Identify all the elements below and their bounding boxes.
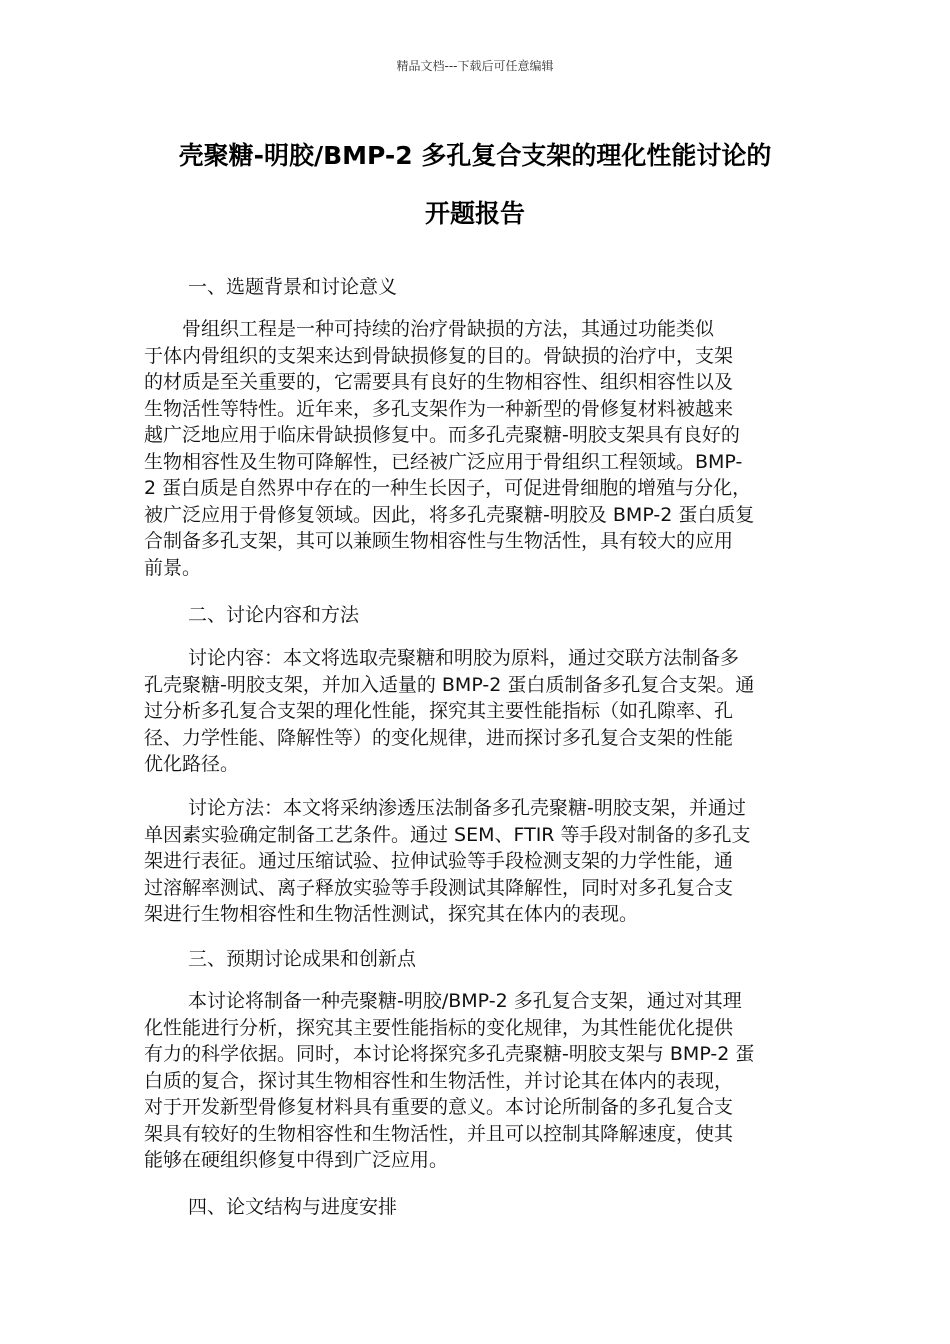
document-title-line-1: 壳聚糖-明胶/BMP-2 多孔复合支架的理化性能讨论的 bbox=[178, 141, 772, 170]
paragraph-line: 被广泛应用于骨修复领域。因此，将多孔壳聚糖-明胶及 BMP-2 蛋白质复 bbox=[144, 503, 755, 526]
paragraph-line: 单因素实验确定制备工艺条件。通过 SEM、FTIR 等手段对制备的多孔支 bbox=[144, 823, 751, 846]
paragraph-research-methods bbox=[144, 795, 812, 928]
paragraph-line: 2 蛋白质是自然界中存在的一种生长因子，可促进骨细胞的增殖与分化， bbox=[144, 477, 752, 499]
paragraph-line: 孔壳聚糖-明胶支架，并加入适量的 BMP-2 蛋白质制备多孔复合支架。通 bbox=[144, 673, 755, 696]
section-heading-structure-schedule: 四、论文结构与进度安排 bbox=[188, 1196, 398, 1218]
paragraph-line: 本讨论将制备一种壳聚糖-明胶/BMP-2 多孔复合支架，通过对其理 bbox=[188, 990, 742, 1012]
header-watermark: 精品文档---下载后可任意编辑 bbox=[396, 59, 554, 73]
paragraph-line: 越广泛地应用于临床骨缺损修复中。而多孔壳聚糖-明胶支架具有良好的 bbox=[144, 424, 740, 446]
paragraph-line: 优化路径。 bbox=[144, 753, 240, 775]
paragraph-line: 骨组织工程是一种可持续的治疗骨缺损的方法，其通过功能类似 bbox=[144, 318, 715, 340]
paragraph-line: 架进行生物相容性和生物活性测试，探究其在体内的表现。 bbox=[144, 903, 639, 925]
paragraph-line: 径、力学性能、降解性等）的变化规律，进而探讨多孔复合支架的性能 bbox=[144, 726, 734, 749]
paragraph-line: 架具有较好的生物相容性和生物活性，并且可以控制其降解速度，使其 bbox=[144, 1122, 734, 1145]
section-heading-expected-results: 三、预期讨论成果和创新点 bbox=[188, 948, 417, 970]
paragraph-line: 过分析多孔复合支架的理化性能，探究其主要性能指标（如孔隙率、孔 bbox=[144, 700, 734, 722]
paragraph-expected-results bbox=[144, 988, 812, 1174]
paragraph-line: 白质的复合，探讨其生物相容性和生物活性，并讨论其在体内的表现， bbox=[144, 1069, 734, 1092]
paragraph-line: 生物活性等特性。近年来，多孔支架作为一种新型的骨修复材料被越来 bbox=[144, 397, 734, 420]
paragraph-research-content bbox=[144, 645, 812, 778]
paragraph-line: 合制备多孔支架，其可以兼顾生物相容性与生物活性，具有较大的应用 bbox=[144, 530, 734, 552]
paragraph-line: 的材质是至关重要的，它需要具有良好的生物相容性、组织相容性以及 bbox=[144, 371, 734, 393]
section-heading-content-methods: 二、讨论内容和方法 bbox=[188, 604, 360, 626]
paragraph-line: 化性能进行分析，探究其主要性能指标的变化规律，为其性能优化提供 bbox=[144, 1016, 734, 1039]
paragraph-background bbox=[144, 316, 812, 581]
paragraph-line: 于体内骨组织的支架来达到骨缺损修复的目的。骨缺损的治疗中，支架 bbox=[144, 344, 734, 367]
paragraph-line: 讨论方法：本文将采纳渗透压法制备多孔壳聚糖-明胶支架，并通过 bbox=[188, 797, 746, 819]
paragraph-line: 前景。 bbox=[144, 556, 202, 579]
paragraph-line: 架进行表征。通过压缩试验、拉伸试验等手段检测支架的力学性能，通 bbox=[144, 850, 734, 872]
section-heading-background: 一、选题背景和讨论意义 bbox=[188, 276, 398, 298]
paragraph-line: 过溶解率测试、离子释放实验等手段测试其降解性，同时对多孔复合支 bbox=[144, 876, 734, 899]
document-title-line-2: 开题报告 bbox=[424, 199, 525, 228]
paragraph-line: 生物相容性及生物可降解性，已经被广泛应用于骨组织工程领域。BMP- bbox=[144, 450, 743, 473]
paragraph-line: 能够在硬组织修复中得到广泛应用。 bbox=[144, 1149, 449, 1171]
paragraph-line: 有力的科学依据。同时，本讨论将探究多孔壳聚糖-明胶支架与 BMP-2 蛋 bbox=[144, 1043, 755, 1065]
paragraph-line: 讨论内容：本文将选取壳聚糖和明胶为原料，通过交联方法制备多 bbox=[188, 647, 740, 669]
paragraph-line: 对于开发新型骨修复材料具有重要的意义。本讨论所制备的多孔复合支 bbox=[144, 1096, 734, 1118]
